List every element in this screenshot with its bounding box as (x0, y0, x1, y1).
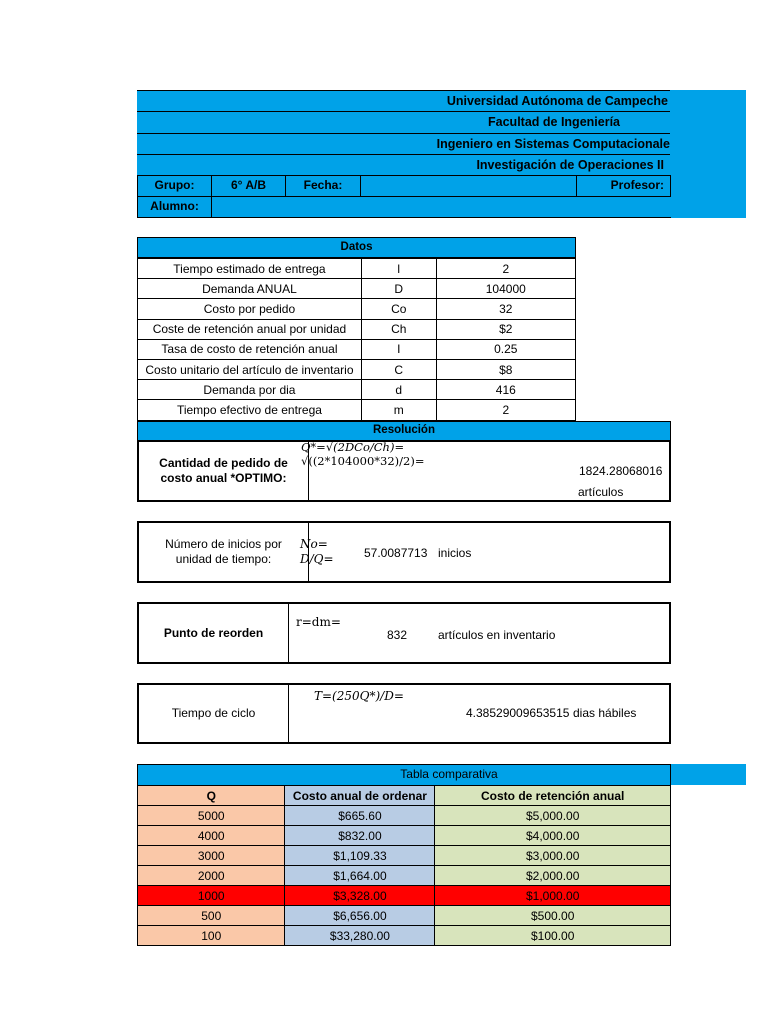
datos-label: Tasa de costo de retención anual (138, 339, 362, 359)
group-label: Grupo: (137, 175, 212, 197)
holding-cost-cell: $100.00 (435, 926, 671, 946)
holding-cost-cell: $4,000.00 (435, 826, 671, 846)
group-value: 6° A/B (211, 175, 286, 197)
datos-row (138, 279, 576, 299)
comparison-table (137, 785, 671, 946)
starts-per-time-label: Número de inicios por unidad de tiempo: (139, 523, 309, 581)
ordering-cost-cell: $1,109.33 (285, 846, 435, 866)
datos-row (138, 359, 576, 379)
datos-label: Coste de retención anual por unidad (138, 319, 362, 339)
q-cell: 4000 (138, 826, 285, 846)
datos-title: Datos (137, 237, 576, 258)
comparison-header-row (138, 786, 671, 806)
datos-label: Tiempo efectivo de entrega (138, 400, 362, 420)
datos-symbol: Ch (361, 319, 436, 339)
comparison-column-header: Costo anual de ordenar (285, 786, 435, 806)
datos-symbol: D (361, 279, 436, 299)
starts-formula-no: No= (300, 537, 328, 551)
resolucion-title: Resolución (137, 421, 671, 441)
holding-cost-cell: $3,000.00 (435, 846, 671, 866)
comparison-column-header: Costo de retención anual (435, 786, 671, 806)
cycle-time-box (137, 683, 671, 744)
student-label: Alumno: (137, 196, 212, 218)
comparison-row (138, 866, 671, 886)
datos-value: 0.25 (436, 339, 575, 359)
datos-value: $8 (436, 359, 575, 379)
comparison-row (138, 906, 671, 926)
starts-value: 57.0087713 (364, 546, 428, 560)
professor-label: Profesor: (576, 175, 671, 197)
cycle-time-value: 4.38529009653515 (466, 706, 570, 720)
cycle-time-unit: dias hábiles (573, 706, 637, 720)
holding-cost-cell: $2,000.00 (435, 866, 671, 886)
datos-label: Tiempo estimado de entrega (138, 259, 362, 279)
student-field[interactable] (211, 196, 671, 218)
header-faculty: Facultad de Ingeniería (137, 111, 670, 132)
comparison-row (138, 826, 671, 846)
datos-value: 104000 (436, 279, 575, 299)
optimal-quantity-label: Cantidad de pedido de costo anual *OPTIMO: (139, 442, 309, 500)
comparison-column-header: Q (138, 786, 285, 806)
ordering-cost-cell: $6,656.00 (285, 906, 435, 926)
datos-row (138, 299, 576, 319)
cycle-time-formula: T=(250Q*)/D= (314, 689, 404, 703)
datos-value: 416 (436, 380, 575, 400)
starts-formula-dq: D/Q= (300, 552, 334, 566)
q-cell: 5000 (138, 806, 285, 826)
datos-symbol: d (361, 380, 436, 400)
comparison-row-highlighted (138, 886, 671, 906)
holding-cost-cell: $1,000.00 (435, 886, 671, 906)
optimal-quantity-formula: Q*=√(2DCo/Ch)= (301, 440, 405, 454)
reorder-point-box (137, 602, 671, 664)
datos-symbol: l (361, 259, 436, 279)
ordering-cost-cell: $33,280.00 (285, 926, 435, 946)
datos-label: Demanda ANUAL (138, 279, 362, 299)
header-university: Universidad Autónoma de Campeche (137, 90, 670, 111)
datos-label: Costo unitario del artículo de inventario (138, 359, 362, 379)
reorder-unit: artículos en inventario (438, 628, 556, 642)
holding-cost-cell: $500.00 (435, 906, 671, 926)
header-course: Investigación de Operaciones II (137, 154, 670, 175)
comparison-row (138, 846, 671, 866)
comparison-row (138, 806, 671, 826)
starts-per-time-box (137, 521, 671, 583)
datos-row (138, 400, 576, 420)
q-cell: 500 (138, 906, 285, 926)
datos-value: $2 (436, 319, 575, 339)
optimal-quantity-formula-substituted: √((2*104000*32)/2)= (301, 454, 425, 468)
datos-table (137, 258, 576, 421)
comparison-row (138, 926, 671, 946)
datos-symbol: Co (361, 299, 436, 319)
reorder-formula: r=dm= (296, 615, 341, 629)
ordering-cost-cell: $3,328.00 (285, 886, 435, 906)
header-program: Ingeniero en Sistemas Computacionale (137, 133, 670, 154)
datos-symbol: C (361, 359, 436, 379)
datos-symbol: I (361, 339, 436, 359)
datos-label: Costo por pedido (138, 299, 362, 319)
ordering-cost-cell: $1,664.00 (285, 866, 435, 886)
optimal-quantity-unit: artículos (578, 485, 624, 499)
cycle-time-label: Tiempo de ciclo (139, 685, 289, 742)
datos-row (138, 380, 576, 400)
datos-symbol: m (361, 400, 436, 420)
reorder-point-label: Punto de reorden (139, 604, 289, 662)
optimal-quantity-value: 1824.28068016 (579, 464, 663, 478)
reorder-value: 832 (387, 628, 408, 642)
ordering-cost-cell: $832.00 (285, 826, 435, 846)
optimal-quantity-box (137, 440, 671, 502)
q-cell: 3000 (138, 846, 285, 866)
datos-label: Demanda por dia (138, 380, 362, 400)
datos-row (138, 319, 576, 339)
date-label: Fecha: (285, 175, 361, 197)
ordering-cost-cell: $665.60 (285, 806, 435, 826)
datos-row (138, 259, 576, 279)
tabla-title: Tabla comparativa (137, 764, 671, 785)
holding-cost-cell: $5,000.00 (435, 806, 671, 826)
datos-value: 2 (436, 400, 575, 420)
q-cell: 1000 (138, 886, 285, 906)
date-field[interactable] (360, 175, 577, 197)
datos-value: 2 (436, 259, 575, 279)
datos-row (138, 339, 576, 359)
datos-value: 32 (436, 299, 575, 319)
q-cell: 100 (138, 926, 285, 946)
starts-unit: inicios (438, 546, 472, 560)
q-cell: 2000 (138, 866, 285, 886)
